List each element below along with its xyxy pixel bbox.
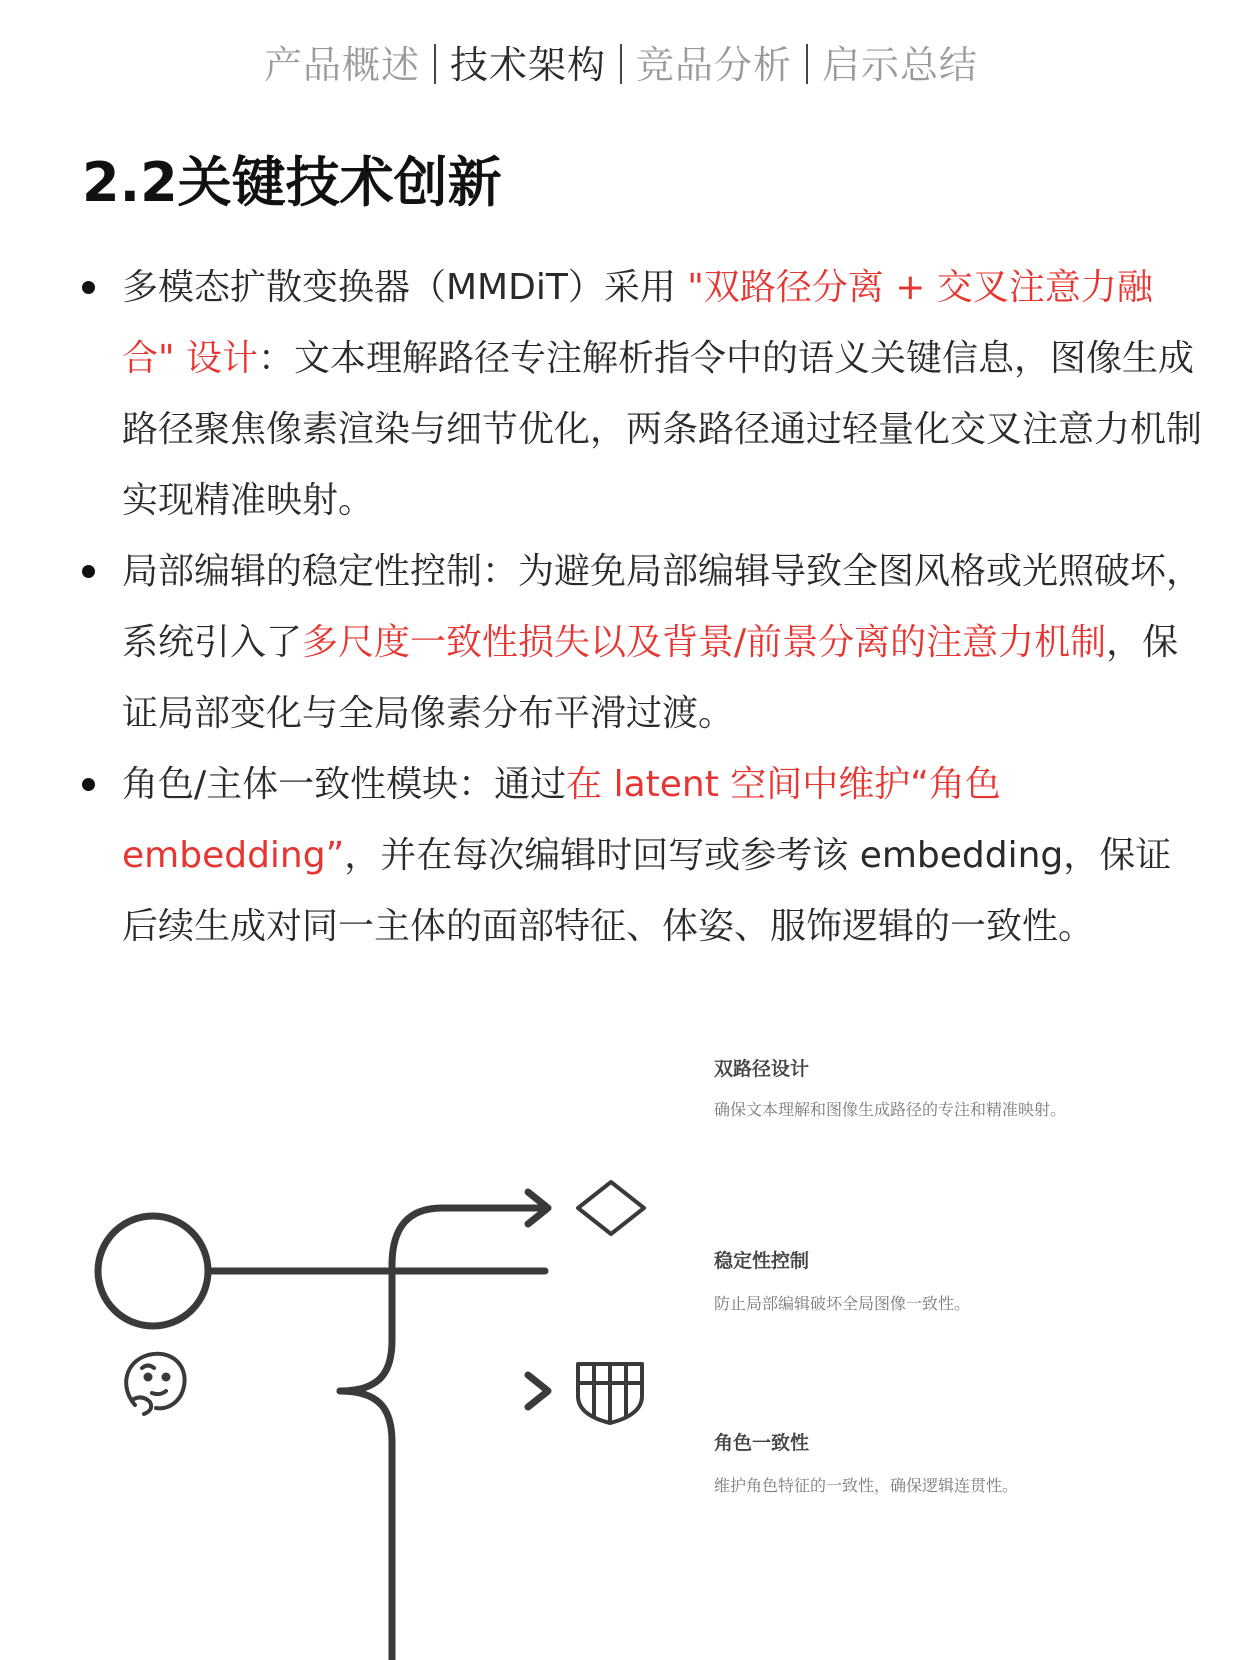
bullet-text: ，并在每次编辑时回写或参考该 embedding，保证后续生成对同一主体的面部特征、体姿、服饰逻辑的一致性。	[122, 835, 1172, 947]
tab-tech-architecture[interactable]: 技术架构	[449, 43, 606, 87]
branch-title-stability: 稳定性控制	[714, 1250, 810, 1272]
top-nav	[0, 34, 1242, 89]
bullet-highlight: 多尺度一致性损失以及背景/前景分离的注意力机制	[302, 622, 1107, 663]
section-title: 2.2关键技术创新	[82, 151, 502, 214]
shield-icon	[578, 1364, 642, 1423]
bullet-text: 局部编辑的稳定性控制：为避免局部编辑导致全图风格或光照破坏，系统引入了	[122, 551, 1203, 663]
branch-desc-consistency: 维护角色特征的一致性，确保逻辑连贯性。	[714, 1476, 1019, 1495]
thinking-face-icon	[126, 1354, 184, 1414]
bullet-text: ：文本理解路径专注解析指令中的语义关键信息，图像生成路径聚焦像素渲染与细节优化，两条路径通过轻量化交叉注意力机制实现精准映射。	[122, 338, 1203, 521]
tab-product-overview[interactable]: 产品概述	[263, 43, 420, 87]
connector-upper-branch	[340, 1208, 545, 1391]
list-item-mmdit	[82, 252, 1202, 536]
bullet-highlight: "双路径分离 + 交叉注意力融合" 设计	[122, 267, 1153, 379]
list-item-stability	[82, 536, 1202, 749]
branch-desc-dual-path: 确保文本理解和图像生成路径的专注和精准映射。	[714, 1100, 1067, 1119]
arrow-middle	[528, 1375, 548, 1407]
bullet-text: ，保证局部变化与全局像素分布平滑过渡。	[122, 622, 1179, 734]
nav-divider	[806, 44, 808, 84]
nav-divider	[620, 44, 622, 84]
diagram-branches	[90, 980, 1190, 1500]
branch-desc-stability: 防止局部编辑破坏全局图像一致性。	[714, 1294, 971, 1313]
branch-title-dual-path: 双路径设计	[714, 1058, 810, 1080]
branch-diagram	[90, 1058, 1190, 1620]
innovation-list	[82, 252, 1202, 962]
bullet-text: 多模态扩散变换器（MMDiT）采用	[122, 267, 688, 308]
diamond-icon	[578, 1182, 644, 1234]
bullet-text: 角色/主体一致性模块：通过	[122, 764, 567, 805]
tab-summary[interactable]: 启示总结	[822, 43, 979, 87]
branch-title-consistency: 角色一致性	[714, 1432, 810, 1454]
bullet-highlight: 在 latent 空间中维护“角色embedding”	[122, 764, 1001, 876]
tab-competitor-analysis[interactable]: 竞品分析	[636, 43, 793, 87]
nav-divider	[434, 44, 436, 84]
list-item-consistency	[82, 749, 1202, 962]
